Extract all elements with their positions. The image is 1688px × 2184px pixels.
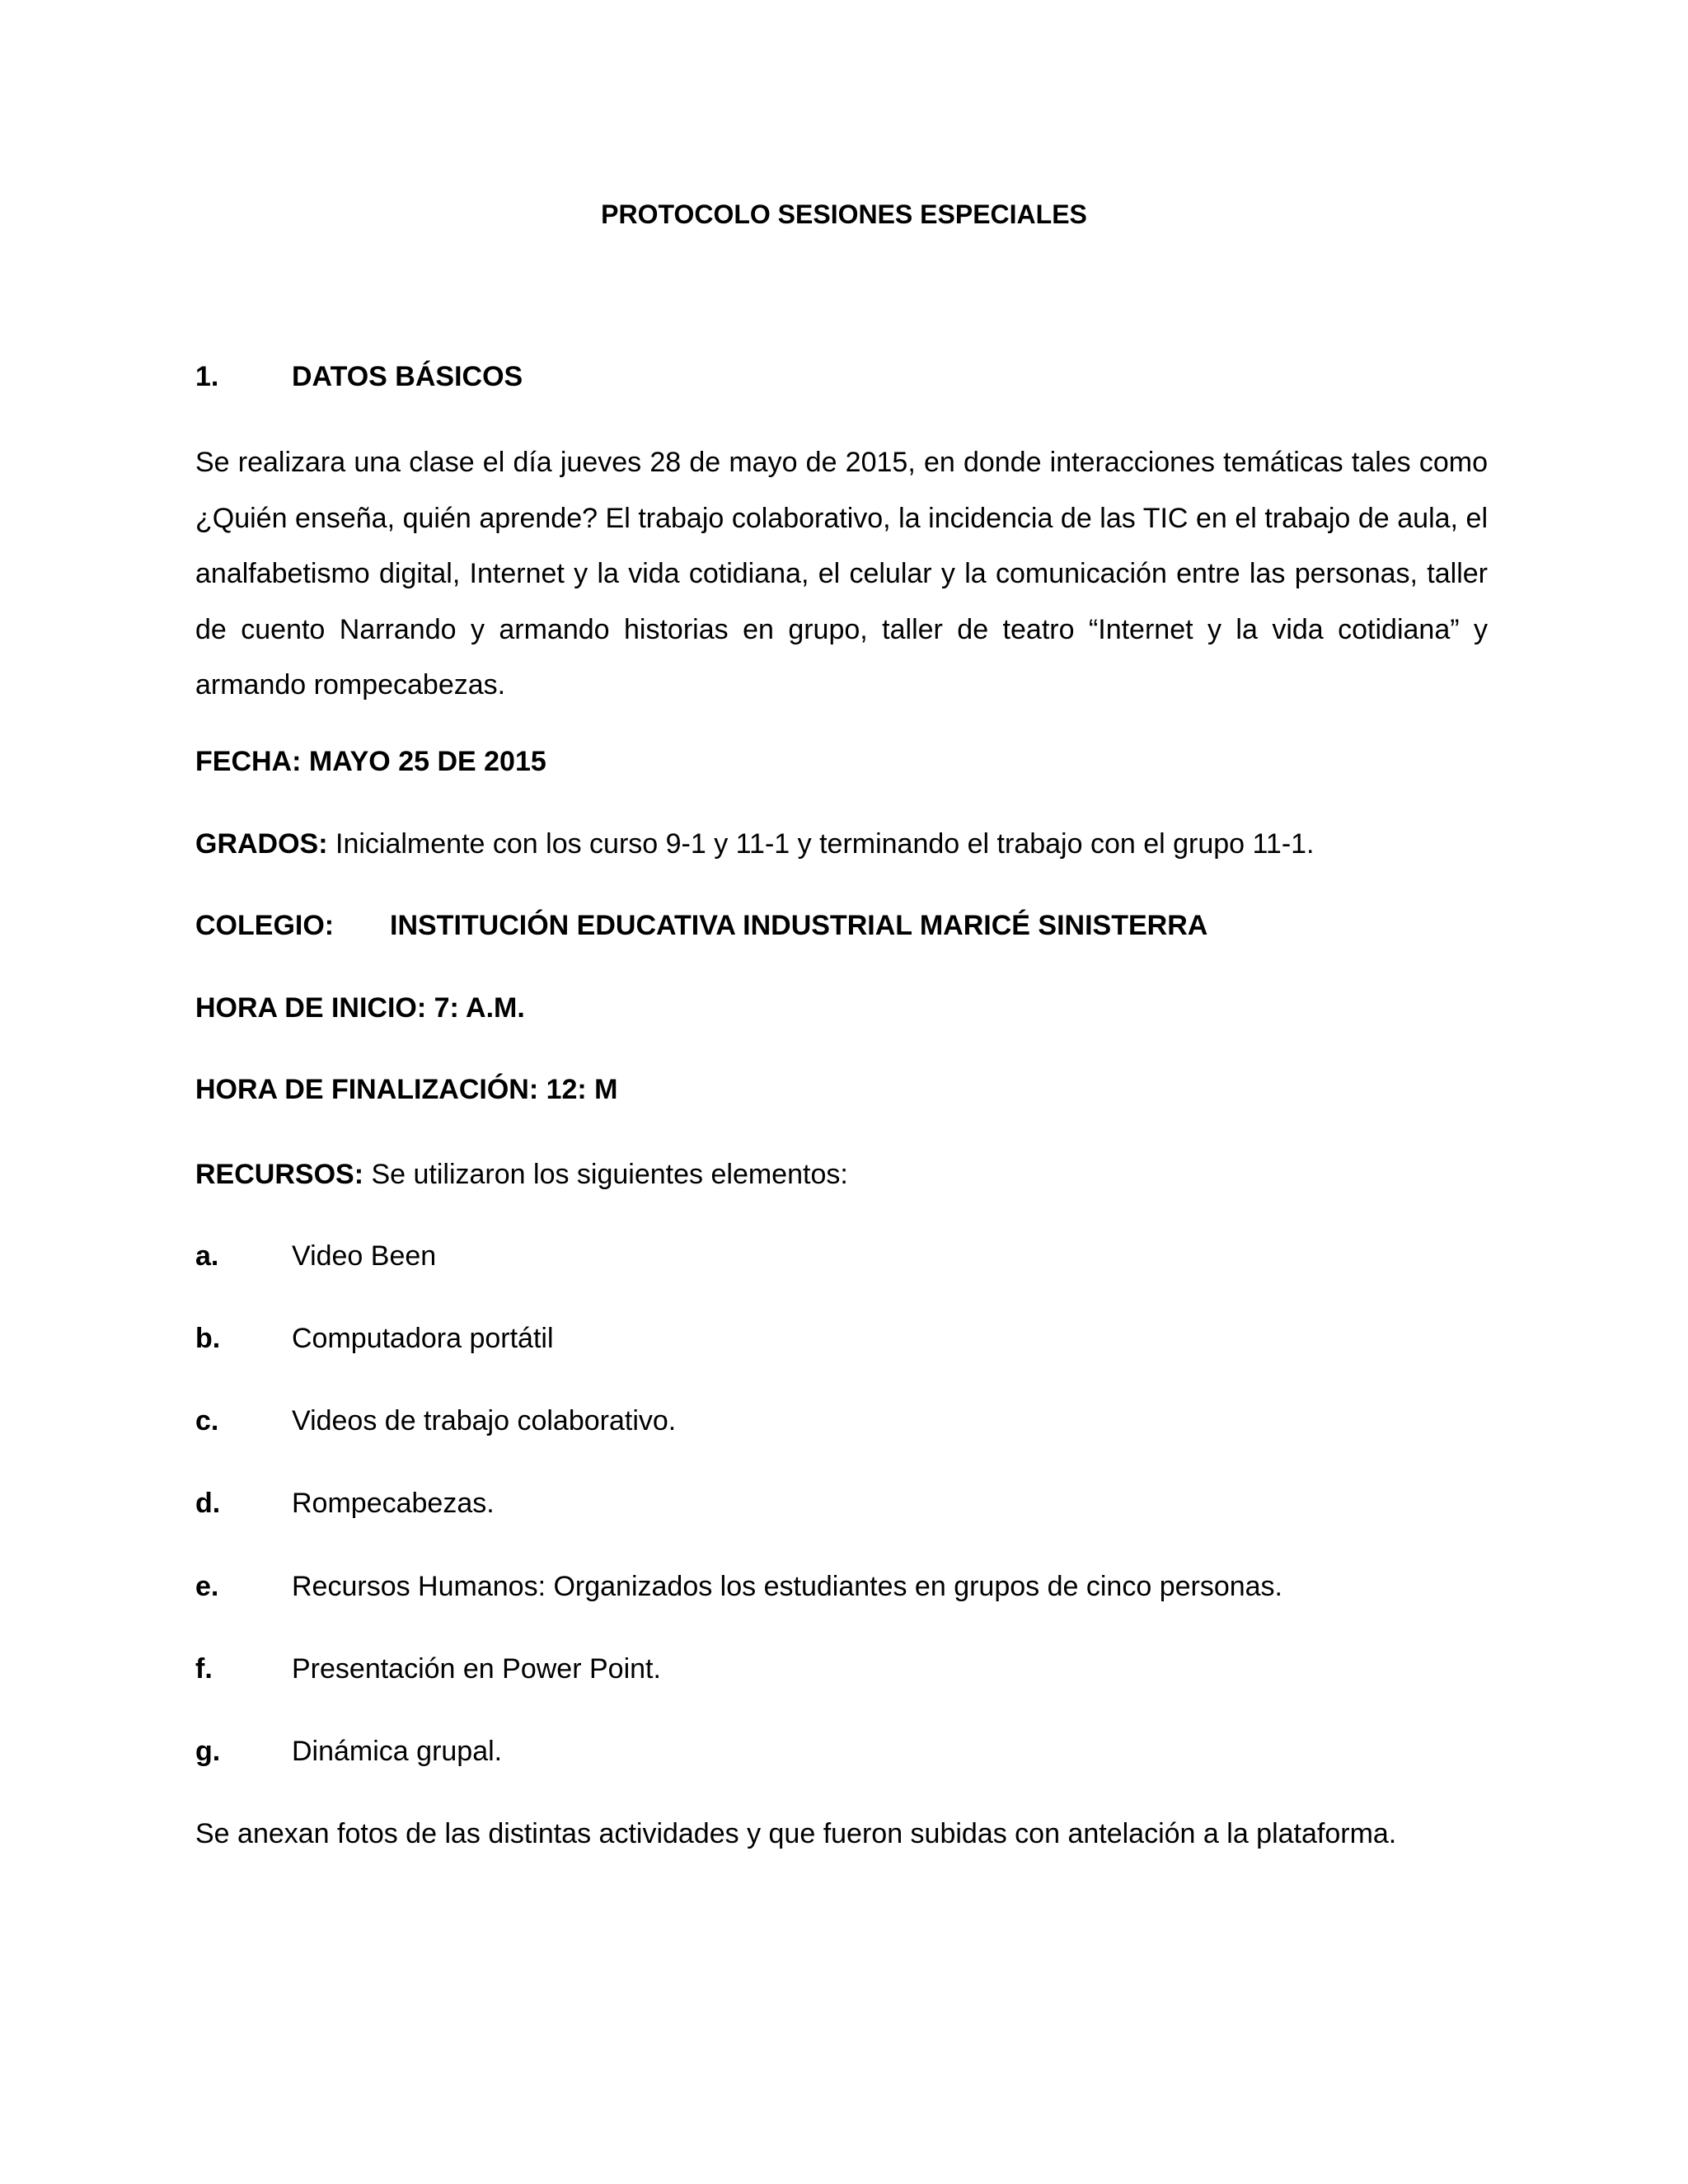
section-heading <box>195 359 1489 395</box>
fecha-label: FECHA: MAYO 25 DE 2015 <box>195 746 546 777</box>
hora-fin-line <box>195 1071 1489 1108</box>
list-item-text: Dinámica grupal. <box>292 1736 503 1767</box>
section-title: DATOS BÁSICOS <box>292 361 523 392</box>
fecha-line <box>195 743 1489 780</box>
list-item-letter: f. <box>195 1653 213 1685</box>
colegio-value: INSTITUCIÓN EDUCATIVA INDUSTRIAL MARICÉ SINISTERRA <box>390 910 1208 941</box>
closing-paragraph: Se anexan fotos de las distintas actividades y que fueron subidas con antelación a la plataforma. <box>195 1818 1397 1849</box>
list-item-text: Videos de trabajo colaborativo. <box>292 1405 677 1436</box>
hora-fin-label: HORA DE FINALIZACIÓN: 12: M <box>195 1074 618 1105</box>
list-item-letter: a. <box>195 1240 219 1272</box>
list-item <box>195 1733 1489 1769</box>
list-item <box>195 1238 1489 1274</box>
list-item-letter: b. <box>195 1323 221 1354</box>
list-item-letter: d. <box>195 1488 221 1519</box>
list-item <box>195 1320 1489 1357</box>
list-item <box>195 1651 1489 1687</box>
list-item-letter: e. <box>195 1571 219 1602</box>
grados-line <box>195 826 1489 862</box>
intro-paragraph: Se realizara una clase el día jueves 28 de mayo de 2015, en donde interacciones temáticas tales como ¿Quién enseña, quién aprende? El trabajo colaborativo, la incidencia de las TIC en el trabajo de aula, el analfabetismo digital, Internet y la vida cotidiana, el celular y la comunicación entre las personas, taller de cuento Narrando y armando historias en grupo, taller de teatro “Internet y la vida cotidiana” y armando rompecabezas. <box>195 447 1488 701</box>
list-item <box>195 1403 1489 1439</box>
list-item <box>195 1568 1489 1605</box>
list-item-letter: g. <box>195 1736 221 1767</box>
list-item-text: Video Been <box>292 1240 437 1272</box>
colegio-line <box>195 907 1489 944</box>
recursos-label: RECURSOS: <box>195 1159 364 1190</box>
list-item-text: Presentación en Power Point. <box>292 1653 661 1685</box>
hora-inicio-line <box>195 990 1489 1026</box>
grados-label: GRADOS: <box>195 828 328 860</box>
list-item-text: Computadora portátil <box>292 1323 554 1354</box>
grados-value: Inicialmente con los curso 9-1 y 11-1 y terminando el trabajo con el grupo 11-1. <box>327 828 1315 860</box>
document-title: PROTOCOLO SESIONES ESPECIALES <box>601 199 1087 229</box>
list-item <box>195 1485 1489 1521</box>
list-item-text: Recursos Humanos: Organizados los estudiantes en grupos de cinco personas. <box>292 1571 1283 1602</box>
list-item-text: Rompecabezas. <box>292 1488 495 1519</box>
colegio-label: COLEGIO: <box>195 910 335 941</box>
recursos-line <box>195 1156 1489 1193</box>
recursos-value: Se utilizaron los siguientes elementos: <box>363 1159 848 1190</box>
section-number: 1. <box>195 361 219 392</box>
list-item-letter: c. <box>195 1405 219 1436</box>
hora-inicio-label: HORA DE INICIO: 7: A.M. <box>195 992 525 1024</box>
